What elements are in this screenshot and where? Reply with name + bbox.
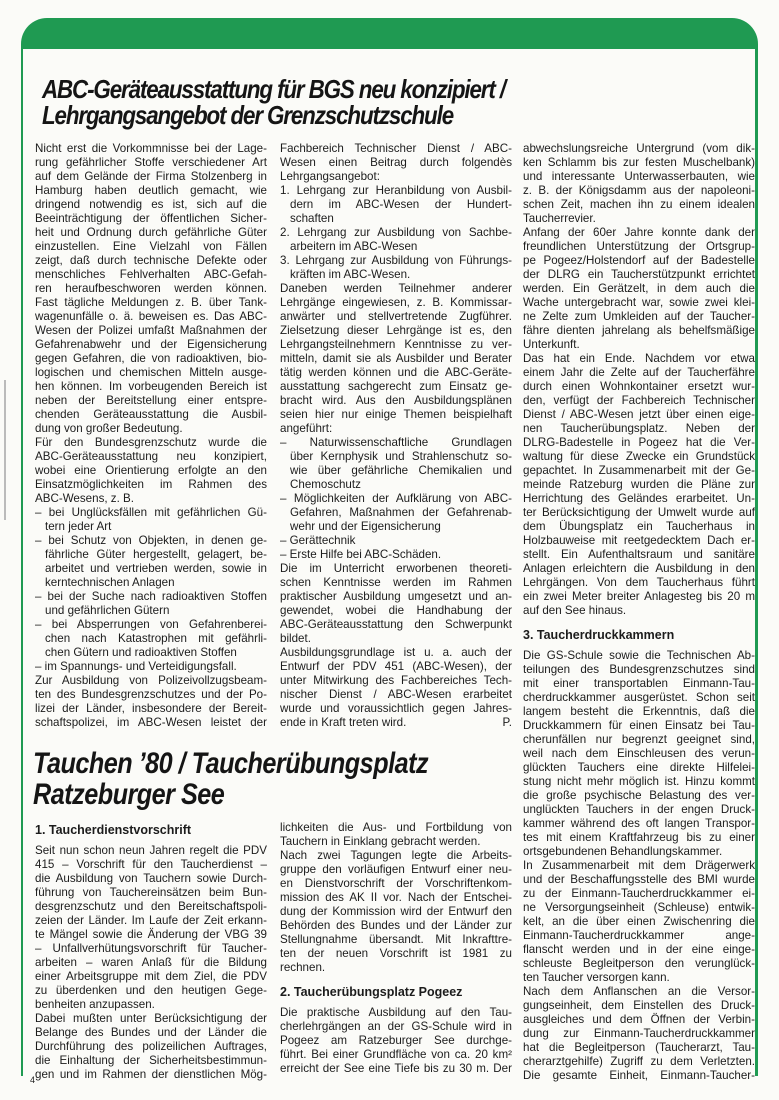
list-item <box>35 506 267 534</box>
text-line: bracht wird. Aus den Ausbildungsplänen <box>280 394 512 407</box>
text-line: ten des Bundesgrenzschutzes und der Po- <box>35 688 267 701</box>
text-line: Die GS-Schule sowie die Technischen Ab- <box>523 649 755 662</box>
article1-title <box>42 76 505 128</box>
page-number: 4 <box>30 1075 36 1085</box>
paragraph <box>523 649 755 859</box>
text-line: langem besteht die Erkenntnis, daß die <box>523 705 755 718</box>
text-line: chenden Geräteausstattung die Ausbil- <box>35 408 267 421</box>
text-line: dem Übungsplatz ein Taucherhaus in <box>523 520 755 533</box>
text-line: ten der neuen Vorschrift ist 1981 zu <box>280 947 512 960</box>
text-line: 415 – Vorschrift für den Taucherdienst – <box>35 858 267 871</box>
text-line: den, verfügt der Fachbereich Technischer <box>523 394 755 407</box>
text-line: meinde Ratzeburg wurden die Pläne zur <box>523 478 755 491</box>
text-line: gungseinheit, dem Einstellen des Druck- <box>523 999 755 1012</box>
text-line: Pogeez am Ratzeburger See durchge- <box>280 1034 512 1047</box>
text-line: – Möglichkeiten der Aufklärung von ABC- <box>280 492 512 505</box>
text-line: mit einer transportablen Einmann-Tau- <box>523 677 755 690</box>
text-line: cherlehrgängen an der GS-Schule wird in <box>280 1020 512 1033</box>
text-line: lichkeiten die Aus- und Fortbildung von <box>280 821 512 834</box>
text-line: kräften im ABC-Wesen. <box>290 268 411 281</box>
text-line: stellt. Ein Aufenthaltsraum und sanitäre <box>523 548 755 561</box>
text-line: schen Zeit, machen ihn zu einem idealen <box>523 198 755 211</box>
text-line: dung der Kommission wird der Entwurf den <box>280 905 512 918</box>
text-line: heit und Ordnung durch gefährliche Güter <box>35 226 267 239</box>
text-line: anwärter und stellvertretende Zugführer. <box>280 310 512 323</box>
text-line: Beeinträchtigung der öffentlichen Sicher- <box>35 212 267 225</box>
text-line: DLRG-Badestelle in Pogeez hat die Ver- <box>523 436 755 449</box>
text-line: und interessante Unterwasserbauten, wie <box>523 170 755 183</box>
text-line: über Kernphysik und Strahlenschutz so- <box>290 450 512 463</box>
text-line: – Erste Hilfe bei ABC-Schäden. <box>280 548 442 561</box>
text-line: unter Mitwirkung des Fachbereiches Tech- <box>280 674 512 687</box>
text-line: Dienst / ABC-Wesen jetzt über einen eige- <box>523 408 755 421</box>
paragraph <box>280 821 512 849</box>
text-line: nen Taucherübungsplatz. Neben der <box>523 422 755 435</box>
article2-title-line1: Tauchen ’80 / Taucherübungsplatz <box>33 747 429 780</box>
text-line: weil nach dem Einschleusen des verun- <box>523 747 755 760</box>
list-item <box>280 548 512 562</box>
text-line: ken Schlamm bis zur festen Muschelbank) <box>523 156 755 169</box>
text-line: – im Spannungs- und Verteidigungsfall. <box>35 660 237 673</box>
text-line: ren heraufbeschworen werden können. <box>35 282 267 295</box>
text-line: rechnen. <box>280 961 326 974</box>
text-line: ortsgebundenen Behandlungskammer. <box>523 845 723 858</box>
text-line: kelt, an die über einen Zwischenring die <box>523 915 755 928</box>
section-heading: 3. Taucherdruckkammern <box>523 628 675 642</box>
text-line: ein zwei Meter breiter Anlagesteg bis 20 m <box>523 590 755 603</box>
text-line: Nach zwei Tagungen legte die Arbeits- <box>280 849 512 862</box>
text-line: en Dienstvorschrift der Vorschriftenkom- <box>280 877 512 890</box>
text-line: fähre dienten jahrelang als behelfsmäßige <box>523 324 755 337</box>
text-line: ne Versorgungseinheit (Schleuse) entwik- <box>523 901 755 914</box>
author-signature: P. <box>502 716 512 729</box>
text-line: chen Gütern und radioaktiven Stoffen <box>45 646 237 659</box>
text-line: einer Arbeitsgruppe mit dem Ziel, die PDV <box>35 970 267 983</box>
article2-column-3 <box>523 142 755 1083</box>
text-line: Einsatzmöglichkeiten im Rahmen des <box>35 478 267 491</box>
text-line: der DLRG ein Taucherstützpunkt errichtet <box>523 268 755 281</box>
text-line: erreicht der See eine Tiefe bis zu 30 m. Der <box>280 1062 512 1075</box>
text-line: Lehrgänge eingewiesen, z. B. Kommissar- <box>280 296 512 309</box>
text-line: wehr und der Eigensicherung <box>290 520 441 533</box>
text-line: Unterkunft. <box>523 338 580 351</box>
list-item <box>280 184 512 226</box>
paragraph <box>35 844 267 1012</box>
paragraph <box>280 282 512 436</box>
text-line: dung zur Einmann-Taucherdruckkammer <box>523 1027 755 1040</box>
text-line: rung gefährlicher Stoffe verschiedener Art <box>35 156 267 169</box>
paragraph <box>280 562 512 646</box>
text-line: kammer während des oft langen Transpor- <box>523 817 755 830</box>
text-line: schleuste Begleitperson den verunglück- <box>523 957 755 970</box>
list-item <box>35 590 267 618</box>
text-line: Anfang der 60er Jahre konnte dank der <box>523 226 755 239</box>
article1-title-line2: Lehrgangsangebot der Grenzschutzschule <box>42 100 454 130</box>
text-line: flanscht werden und in der eine einge- <box>523 943 755 956</box>
text-line: wurde und voraussichtlich gegen Jahres- <box>280 702 512 715</box>
text-line: schen Kenntnisse werden im Rahmen <box>280 576 512 589</box>
text-line: Druckkammern für einen Einsatz bei Tau- <box>523 719 755 732</box>
text-line: auf dem Gelände der Firma Stolzenberg in <box>35 170 267 183</box>
article1-column-2 <box>280 142 512 730</box>
text-line: Gefahren, Maßnahmen der Gefahrenab- <box>290 506 512 519</box>
text-line: abwechslungsreiche Untergrund (vom dik- <box>523 142 755 155</box>
text-line: ABC-Wesens, z. B. <box>35 492 135 505</box>
text-line: Taucherrevier. <box>523 212 596 225</box>
text-line: Tauchern in Einklang gebracht werden. <box>280 835 481 848</box>
text-line: Entwurf der PDV 451 (ABC-Wesen), der <box>280 660 512 673</box>
text-line: ten Taucher versorgen kann. <box>523 971 670 984</box>
paragraph <box>35 1012 267 1082</box>
list-item <box>280 436 512 492</box>
text-line: Die im Unterricht erworbenen theoreti- <box>280 562 512 575</box>
text-line: Stellungnahme übersandt. Mit Inkrafttre- <box>280 933 512 946</box>
text-line: unglückten Tauchers in der engen Druck- <box>523 803 755 816</box>
text-line: auf den See hinaus. <box>523 604 627 617</box>
text-line: ausstattung sachgerecht zum Einsatz ge- <box>280 380 512 393</box>
list-item <box>35 534 267 590</box>
text-line: schaften <box>290 212 334 225</box>
text-line: – bei Unglücksfällen mit gefährlichen Gü- <box>35 506 267 519</box>
paragraph <box>35 674 267 730</box>
text-line: – Unfallverhütungsvorschrift für Taucher- <box>35 942 267 955</box>
text-line: arbeitet und vertrieben werden, sowie in <box>45 562 267 575</box>
text-line: arbeitern im ABC-Wesen <box>290 240 418 253</box>
text-line: Das hat ein Ende. Nachdem vor etwa <box>523 352 755 365</box>
paragraph <box>35 142 267 436</box>
text-line: pe Pogeez/Holstendorf auf der Badestelle <box>523 254 755 267</box>
list-item <box>280 492 512 534</box>
text-line: glückten Tauchers eine direkte Hilfelei- <box>523 761 755 774</box>
text-line: cherdruckkammer ausgerüstet. Schon seit <box>523 691 755 704</box>
text-line: – Naturwissenschaftliche Grundlagen <box>280 436 512 449</box>
text-line: gen und im Rahmen der dienstlichen Mög- <box>35 1068 267 1081</box>
text-line: Für den Bundesgrenzschutz wurde die <box>35 436 267 449</box>
text-line: einem Jahr die Zelte auf der Taucherfähre <box>523 366 755 379</box>
article2-title <box>33 748 428 810</box>
text-line: zu überdenken und den heutigen Gege- <box>35 984 267 997</box>
text-line: waltung für diese Zwecke ein Grundstück <box>523 450 755 463</box>
article1-column-1 <box>35 142 267 730</box>
paragraph <box>523 352 755 618</box>
paragraph <box>523 859 755 985</box>
text-line: Herrichtung des Geländes erarbeitet. Un- <box>523 492 755 505</box>
text-line: führung von Tauchereinsätzen beim Bun- <box>35 886 267 899</box>
text-line: zeien der Länder. Im Laufe der Zeit erkann- <box>35 914 267 927</box>
text-line: In Zusammenarbeit mit dem Drägerwerk <box>523 859 755 872</box>
text-line: Die praktische Ausbildung auf den Tau- <box>280 1006 512 1019</box>
text-line: führt. Bei einer Grundfläche von ca. 20 km² <box>280 1048 512 1061</box>
text-line: z. B. der Königsdamm aus der napoleoni- <box>523 184 755 197</box>
text-line: durch einen Wohnkontainer ersetzt wur- <box>523 380 755 393</box>
text-line: Dabei mußten unter Berücksichtigung der <box>35 1012 267 1025</box>
text-line: ausgleiches und dem Öffnen der Verbin- <box>523 1013 755 1026</box>
article1-title-line1: ABC-Geräteausstattung für BGS neu konzipiert / <box>42 74 505 104</box>
article2-column-1 <box>35 813 267 1082</box>
text-line: ABC-Geräteausstattung neu konzipiert, <box>35 450 267 463</box>
page-edge-mark <box>4 380 6 520</box>
text-line: 1. Lehrgang zur Heranbildung von Ausbil- <box>280 184 512 197</box>
text-line: gegen Gefahren, die von radioaktiven, bio- <box>35 352 267 365</box>
section-heading: 1. Taucherdienstvorschrift <box>35 823 192 837</box>
text-line: mitteln, damit sie als Ausbilder und Berater <box>280 352 512 365</box>
text-line: Gefahrenabwehr und der Eigensicherung <box>35 338 267 351</box>
text-line: gruppe den vorläufigen Entwurf einer neu- <box>280 863 512 876</box>
section-heading: 2. Taucherübungsplatz Pogeez <box>280 985 463 999</box>
list-item <box>35 660 267 674</box>
text-line: die Ausbildung von Tauchern sowie Durch- <box>35 872 267 885</box>
article2-column-2 <box>280 821 512 1076</box>
text-line: cherunfällen nur begrenzt geeignet sind, <box>523 733 755 746</box>
text-line: nischer Dienst / ABC-Wesen erarbeitet <box>280 688 512 701</box>
text-line: Daneben werden Teilnehmer anderer <box>280 282 512 295</box>
text-line: tes mit einem Kraftfahrzeug bis zu einer <box>523 831 755 844</box>
text-line: mission des AK II vor. Nach der Entschei- <box>280 891 512 904</box>
text-line: Durchführung des polizeilichen Auftrages, <box>35 1040 267 1053</box>
text-line: 3. Lehrgang zur Ausbildung von Führungs- <box>280 254 512 267</box>
text-line: Lehrgängen. Von dem Taucherhaus führt <box>523 576 755 589</box>
text-line: logischen und chemischen Mitteln ausge- <box>35 366 267 379</box>
paragraph <box>523 985 755 1083</box>
list-item <box>280 226 512 254</box>
text-line: Seit nun schon neun Jahren regelt die PDV <box>35 844 267 857</box>
text-line: dung von großer Bedeutung. <box>35 422 183 435</box>
text-line: cherarztgehilfe) Zugriff zu dem Verletzten. <box>523 1055 755 1068</box>
text-line: Zur Ausbildung von Polizeivollzugsbeam- <box>35 674 267 687</box>
text-line: Nicht erst die Vorkommnisse bei der Lage- <box>35 142 267 155</box>
text-line: ne Zelte zum Umkleiden auf der Taucher- <box>523 310 755 323</box>
text-line: Fast tägliche Meldungen z. B. über Tank- <box>35 296 267 309</box>
paragraph <box>523 226 755 352</box>
text-line: stung nicht mehr möglich ist. Hinzu kommt <box>523 775 755 788</box>
text-line: – bei der Suche nach radioaktiven Stoffen <box>35 590 267 603</box>
text-line-content: ende in Kraft treten wird. <box>280 716 407 729</box>
text-line: zu der Einmann-Taucherdruckkammer ei- <box>523 887 755 900</box>
text-line: tätig werden können und die ABC-Geräte- <box>280 366 512 379</box>
text-line: Lehrgangsangebot: <box>280 170 380 183</box>
text-line: lizei der Länder, insbesondere der Bereit- <box>35 702 267 715</box>
text-line: benheiten anzupassen. <box>35 998 155 1011</box>
paragraph <box>523 142 755 226</box>
text-line: menschliches Fehlverhalten ABC-Gefah- <box>35 268 267 281</box>
text-line: arbeiten – waren Anlaß für die Bildung <box>35 956 267 969</box>
text-line: seien hier nur einige Themen beispielhaft <box>280 408 512 421</box>
text-line: praktischer Ausbildung umgesetzt und an- <box>280 590 512 603</box>
text-line: Die gesamte Einheit, Einmann-Taucher- <box>523 1069 755 1082</box>
text-line: Lehrgangsteilnehmern Kenntnisse zu ver- <box>280 338 512 351</box>
list-item <box>280 534 512 548</box>
text-line: die Einhaltung der Sicherheitsbestimmun- <box>35 1054 267 1067</box>
text-line: bildet. <box>280 632 311 645</box>
text-line: ter Berücksichtigung der Umwelt wurde auf <box>523 506 755 519</box>
text-line: gewendet, wobei die Handhabung der <box>280 604 512 617</box>
text-line: hat die Begleitperson (Taucherarzt, Tau- <box>523 1041 755 1054</box>
text-line: hen können. Im vorbeugenden Bereich ist <box>35 380 267 393</box>
text-line: schaftspolizei, im ABC-Wesen leistet der <box>35 716 267 729</box>
text-line: Hamburg haben deutlich gemacht, wie <box>35 184 267 197</box>
text-line: 2. Lehrgang zur Ausbildung von Sachbe- <box>280 226 512 239</box>
text-line: Wache untergebracht war, sowie zwei klei- <box>523 296 755 309</box>
text-line: Chemoschutz <box>290 478 361 491</box>
paragraph <box>280 849 512 975</box>
text-line: – bei Absperrungen von Gefahrenberei- <box>35 618 267 631</box>
text-line: wagenunfälle o. ä. beweisen es. Das ABC- <box>35 310 267 323</box>
text-line: teilungen des Bundesgrenzschutzes sind <box>523 663 755 676</box>
text-line: chen nach Katastrophen mit gefährli- <box>45 632 267 645</box>
text-line: einzustellen. Eine Vielzahl von Fällen <box>35 240 267 253</box>
text-line: Behörden des Bundes und der Länder zur <box>280 919 512 932</box>
text-line: neben der Bereitstellung einer entspre- <box>35 394 267 407</box>
text-line: Belange des Bundes und der Länder die <box>35 1026 267 1039</box>
list-item <box>280 254 512 282</box>
text-line: gepachtet. In Zusammenarbeit mit der Ge- <box>523 464 755 477</box>
text-line: – bei Schutz von Objekten, in denen ge- <box>35 534 267 547</box>
text-line: freundlichen Unterstützung der Ortsgrup- <box>523 240 755 253</box>
text-line: fährliche Güter hergestellt, gelagert, be- <box>45 548 267 561</box>
text-line: Ausbildungsgrundlage ist u. a. auch der <box>280 646 512 659</box>
text-line: tern jeder Art <box>45 520 112 533</box>
text-line: wobei eine Orientierung erfolgte an den <box>35 464 267 477</box>
paragraph <box>280 1006 512 1076</box>
text-line: dern im ABC-Wesen der Hundert- <box>290 198 512 211</box>
text-line: zeigt, daß durch technische Defekte oder <box>35 254 267 267</box>
text-line: Zielsetzung dieser Lehrgänge ist es, den <box>280 324 512 337</box>
text-line: ABC-Geräteausstattung den Schwerpunkt <box>280 618 512 631</box>
text-line <box>280 716 512 730</box>
text-line: Wesen der Polizei umfaßt Maßnahmen der <box>35 324 267 337</box>
text-line: angeführt: <box>280 422 333 435</box>
paragraph <box>280 142 512 184</box>
text-line: kerntechnischen Anlagen <box>45 576 175 589</box>
text-line: Einmann-Taucherdruckkammer ange- <box>523 929 755 942</box>
text-line: dringend notwendig es ist, sich auf die <box>35 198 267 211</box>
text-line: desgrenzschutz und den Bereitschaftspoli- <box>35 900 267 913</box>
text-line: – Gerättechnik <box>280 534 356 547</box>
text-line: die große psychische Belastung des ver- <box>523 789 755 802</box>
text-line: Anlagen erleichtern die Ausbildung in den <box>523 562 755 575</box>
text-line: Wesen einen Beitrag durch folgendès <box>280 156 512 169</box>
paragraph <box>280 646 512 730</box>
text-line: Fachbereich Technischer Dienst / ABC- <box>280 142 512 155</box>
article2-title-line2: Ratzeburger See <box>33 778 225 811</box>
text-line: wie über gefährliche Chemikalien und <box>290 464 512 477</box>
text-line: werden. Ein Gerätzelt, in dem auch die <box>523 282 755 295</box>
text-line: und der Beschaffungsstelle des BMI wurde <box>523 873 755 886</box>
text-line: und gefährlichen Gütern <box>45 604 170 617</box>
list-item <box>35 618 267 660</box>
text-line: te Mängel sowie die Änderung der VBG 39 <box>35 928 267 941</box>
text-line: Nach dem Anflanschen an die Versor- <box>523 985 755 998</box>
paragraph <box>35 436 267 506</box>
text-line: Holzbauweise mit reetgedecktem Dach er- <box>523 534 755 547</box>
